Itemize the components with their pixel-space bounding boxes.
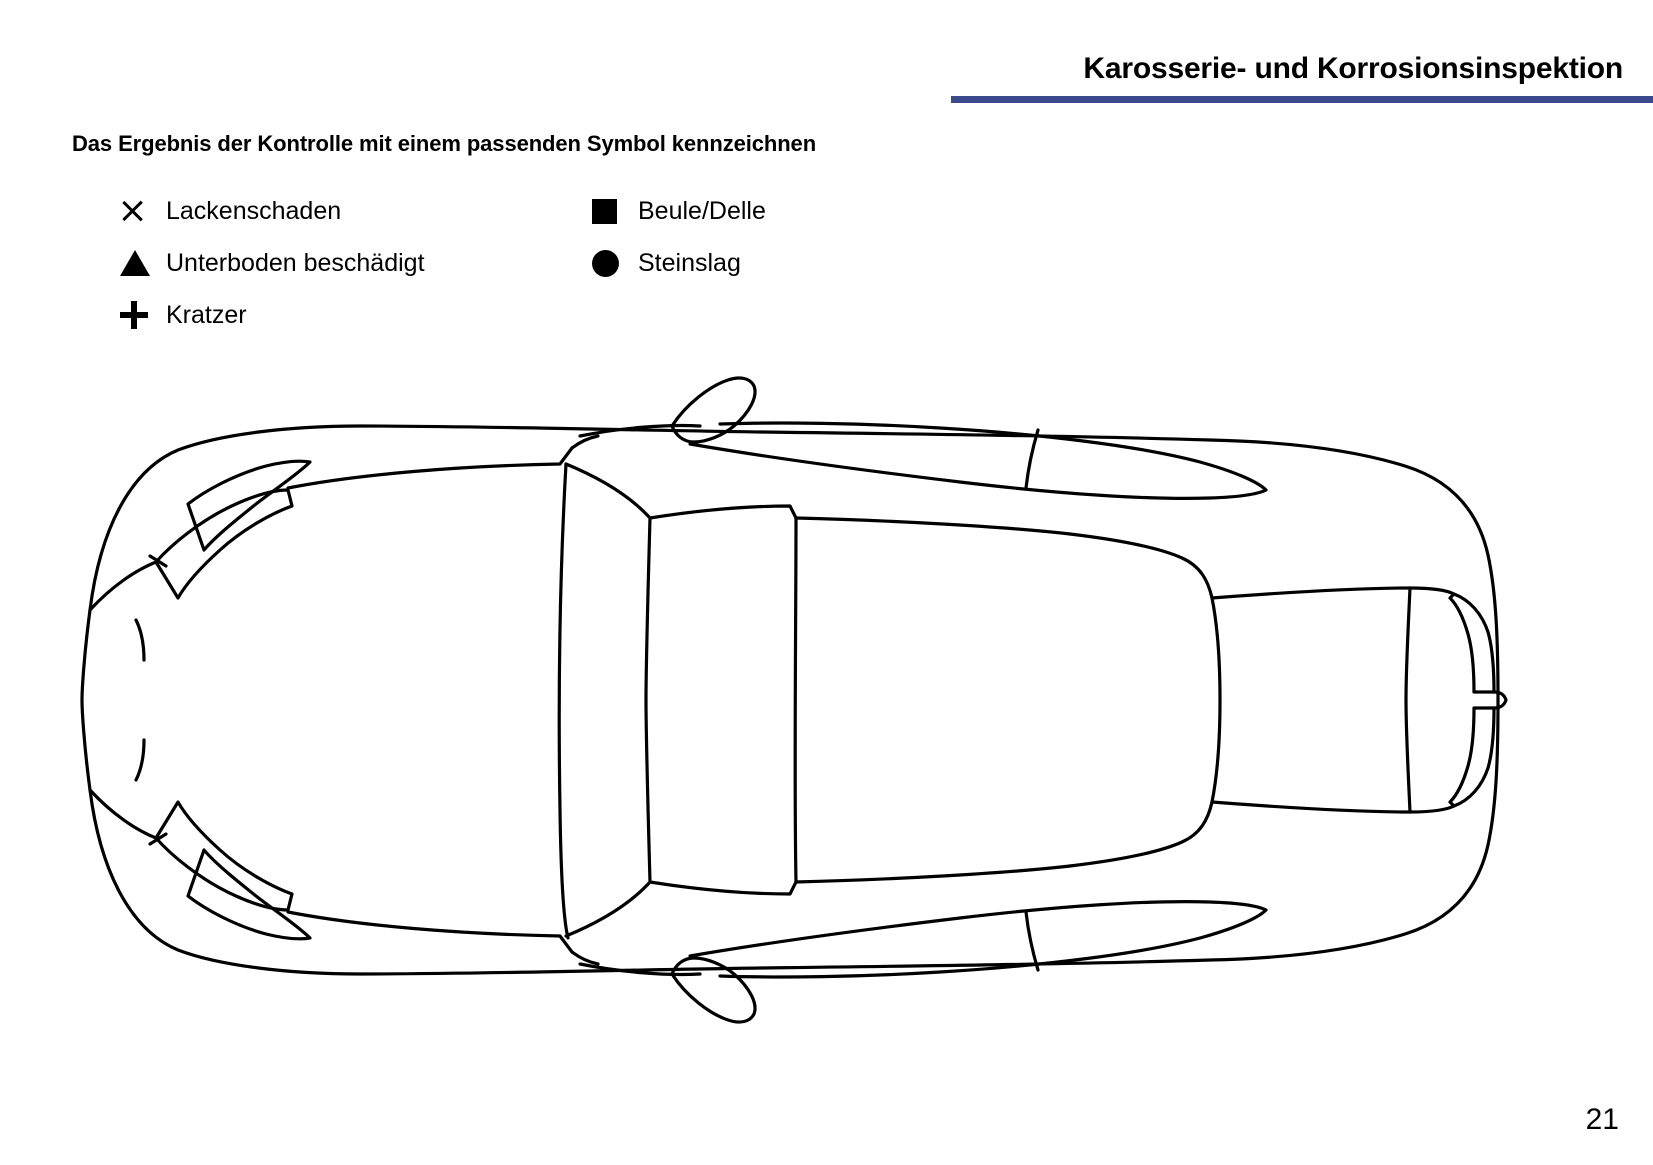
legend-item-kratzer [120, 289, 590, 341]
legend-item-label: Beule/Delle [638, 196, 766, 225]
legend-item-label: Kratzer [166, 300, 247, 329]
page-number: 21 [1585, 1103, 1619, 1136]
legend-item-label: Steinslag [638, 248, 741, 277]
header-divider [951, 96, 1653, 103]
x-mark-icon [120, 198, 166, 224]
legend-item-label: Lackenschaden [166, 196, 342, 225]
page-header [0, 52, 1653, 108]
plus-icon [120, 301, 166, 329]
filled-square-icon [592, 199, 638, 224]
legend-column-right [592, 185, 932, 289]
car-outline-svg [60, 370, 1540, 1030]
car-top-view-outline [60, 370, 1540, 1030]
legend-item-unterboden-beschaedigt [120, 237, 590, 289]
legend-item-lackenschaden [120, 185, 590, 237]
legend-column-left [120, 185, 590, 341]
page-title: Karosserie- und Korrosionsinspektion [1083, 52, 1623, 85]
legend-item-label: Unterboden beschädigt [166, 248, 425, 277]
filled-circle-icon [592, 250, 638, 277]
legend-item-steinslag [592, 237, 932, 289]
filled-triangle-icon [120, 250, 166, 276]
legend-item-beule-delle [592, 185, 932, 237]
instruction-text: Das Ergebnis der Kontrolle mit einem passenden Symbol kennzeichnen [72, 131, 817, 156]
